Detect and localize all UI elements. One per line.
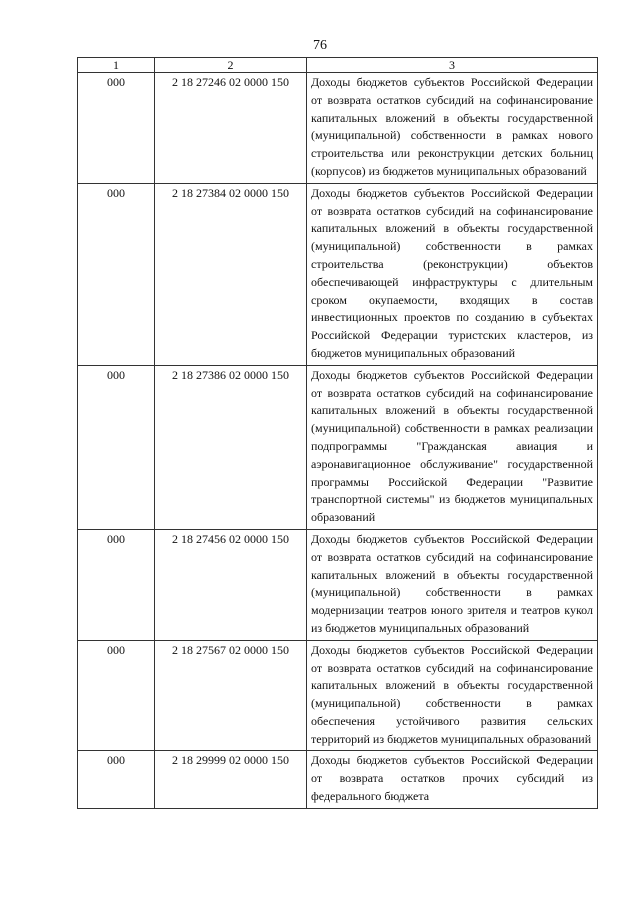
column-header-3: 3 — [307, 58, 598, 73]
budget-code-cell: 2 18 27384 02 0000 150 — [155, 183, 307, 365]
page-number: 76 — [313, 38, 327, 53]
admin-code-cell: 000 — [78, 73, 155, 184]
budget-code-cell: 2 18 27246 02 0000 150 — [155, 73, 307, 184]
budget-code-cell: 2 18 29999 02 0000 150 — [155, 751, 307, 808]
admin-code-cell: 000 — [78, 640, 155, 751]
income-name-cell: Доходы бюджетов субъектов Российской Федерации от возврата остатков прочих субсидий из федерального бюджета — [307, 751, 598, 808]
budget-code-cell: 2 18 27386 02 0000 150 — [155, 365, 307, 529]
budget-code-cell: 2 18 27456 02 0000 150 — [155, 529, 307, 640]
income-name-cell: Доходы бюджетов субъектов Российской Федерации от возврата остатков субсидий на софинансирование капитальных вложений в объекты государственной (муниципальной) собственности в рамках реализации подпрограммы "Гражданская авиация и аэронавигационное обслуживание" государственной программы Российской Федерации "Развитие транспортной системы" из бюджетов муниципальных образований — [307, 365, 598, 529]
column-header-2: 2 — [155, 58, 307, 73]
income-name-cell: Доходы бюджетов субъектов Российской Федерации от возврата остатков субсидий на софинансирование капитальных вложений в объекты государственной (муниципальной) собственности в рамках обеспечения устойчивого развития сельских территорий из бюджетов муниципальных образований — [307, 640, 598, 751]
budget-classification-table — [77, 57, 598, 809]
table-row — [78, 529, 598, 640]
table-row — [78, 73, 598, 184]
table-row — [78, 751, 598, 808]
budget-code-cell: 2 18 27567 02 0000 150 — [155, 640, 307, 751]
column-header-1: 1 — [78, 58, 155, 73]
table-row — [78, 640, 598, 751]
table-header-row — [78, 58, 598, 73]
admin-code-cell: 000 — [78, 751, 155, 808]
admin-code-cell: 000 — [78, 529, 155, 640]
table-row — [78, 183, 598, 365]
admin-code-cell: 000 — [78, 183, 155, 365]
admin-code-cell: 000 — [78, 365, 155, 529]
table-row — [78, 365, 598, 529]
income-name-cell: Доходы бюджетов субъектов Российской Федерации от возврата остатков субсидий на софинансирование капитальных вложений в объекты государственной (муниципальной) собственности в рамках модернизации театров юного зрителя и театров кукол из бюджетов муниципальных образований — [307, 529, 598, 640]
income-name-cell: Доходы бюджетов субъектов Российской Федерации от возврата остатков субсидий на софинансирование капитальных вложений в объекты государственной (муниципальной) собственности в рамках строительства (реконструкции) объектов обеспечивающей инфраструктуры с длительным сроком окупаемости, входящих в состав инвестиционных проектов по созданию в субъектах Российской Федерации туристских кластеров, из бюджетов муниципальных образований — [307, 183, 598, 365]
income-name-cell: Доходы бюджетов субъектов Российской Федерации от возврата остатков субсидий на софинансирование капитальных вложений в объекты государственной (муниципальной) собственности в рамках нового строительства или реконструкции детских больниц (корпусов) из бюджетов муниципальных образований — [307, 73, 598, 184]
